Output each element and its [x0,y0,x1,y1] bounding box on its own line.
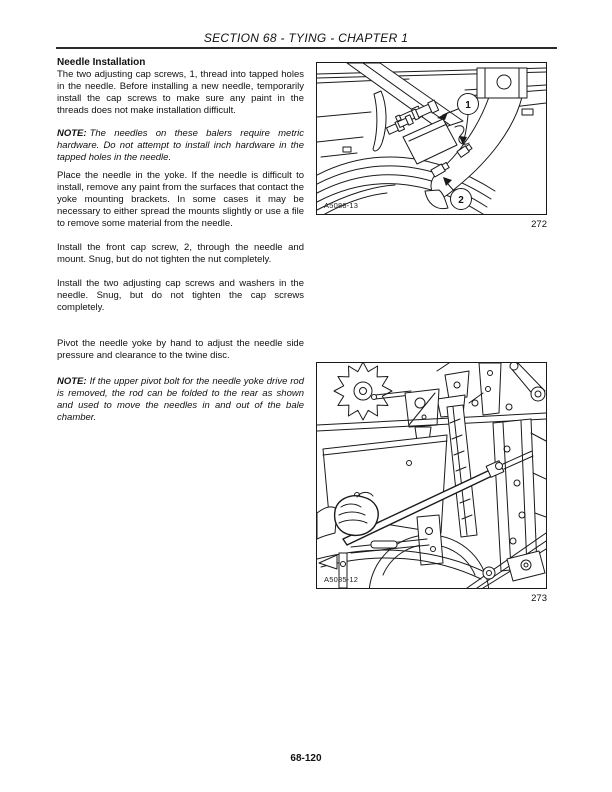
text-column [57,57,304,424]
figure-272 [316,62,547,215]
section-heading: Needle Installation [57,57,146,68]
figure-273-photo-id: A5085-12 [324,575,359,584]
figure-272-callout-1: 1 [465,100,471,111]
figure-272-artwork [317,63,546,214]
note-label: NOTE: [57,376,87,387]
note-text: If the upper pivot bolt for the needle yoke drive rod is removed, the rod can be folded to the rear as shown and used to move the needles in and out of the bale chamber. [57,376,304,423]
paragraph-adjusting-cap-screws: The two adjusting cap screws, 1, thread into tapped holes in the needle. Before installing a new needle, temporarily install the cap screws to make sure any paint in the threads does not make installation difficult. [57,69,304,116]
paragraph-front-cap-screw: Install the front cap screw, 2, through the needle and mount. Snug, but do not tighten the nut completely. [57,242,304,265]
paragraph-pivot-yoke: Pivot the needle yoke by hand to adjust the needle side pressure and clearance to the twine disc. [57,338,304,361]
figure-272-photo-id: A5088-13 [324,201,359,210]
note-label: NOTE: [57,128,87,139]
paragraph-install-washers: Install the two adjusting cap screws and washers in the needle. Snug, but do not tighten the cap screws completely. [57,278,304,313]
header-divider [56,47,557,49]
page-header-title: SECTION 68 - TYING - CHAPTER 1 [203,31,409,45]
paragraph-place-needle: Place the needle in the yoke. If the needle is difficult to install, remove any paint from the surfaces that contact the yoke mounting brackets. In some cases it may be necessary to either spread the mounts slightly or use a file to remove some material from the needle. [57,170,304,229]
figure-273-artwork [317,363,546,588]
figure-272-number: 272 [531,219,547,230]
note-metric-hardware [57,128,304,164]
page-number: 68-120 [290,753,322,764]
note-upper-pivot-bolt [57,376,304,424]
figure-273-number: 273 [531,593,547,604]
figure-273 [316,362,547,589]
note-text: The needles on these balers require metric hardware. Do not attempt to install inch hardware in the tapped holes in the needle. [57,128,304,163]
figure-272-callout-2: 2 [458,195,464,206]
